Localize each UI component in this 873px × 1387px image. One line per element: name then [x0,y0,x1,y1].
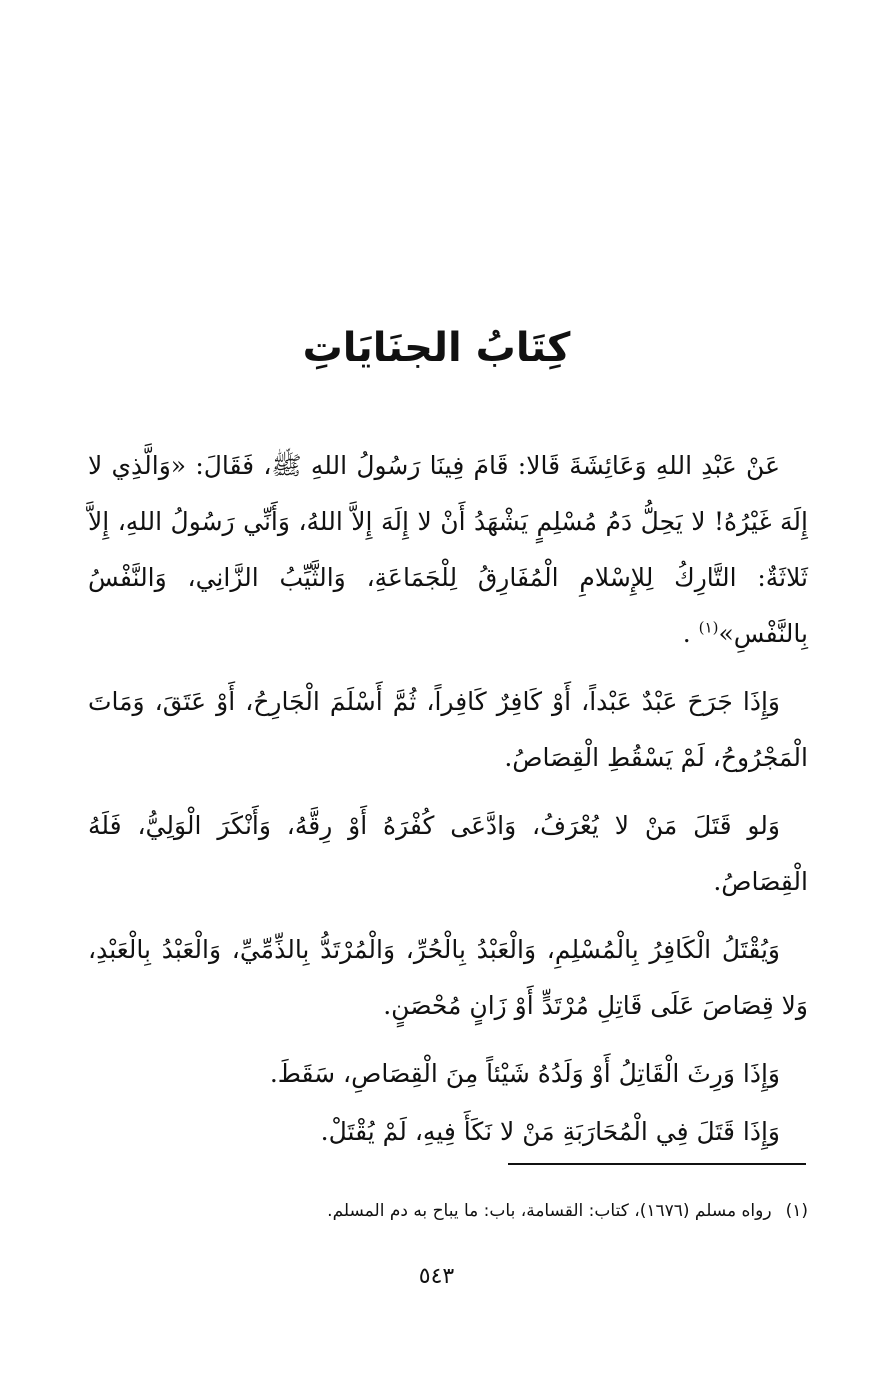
footnote-text: رواه مسلم (١٦٧٦)، كتاب: القسامة، باب: ما يباح به دم المسلم. [327,1201,772,1221]
footnote [88,1196,808,1226]
paragraph-end-punctuation: . [682,619,699,648]
paragraph: وَإِذَا جَرَحَ عَبْدٌ عَبْداً، أَوْ كَافِرٌ كَافِراً، ثُمَّ أَسْلَمَ الْجَارِحُ، أَوْ عَتَقَ، وَمَاتَ الْمَجْرُوحُ، لَمْ يَسْقُطِ الْقِصَاصُ. [88,687,808,772]
chapter-title: كِتَابُ الجنَايَاتِ [302,325,571,371]
footnote-reference: (١) [698,618,719,637]
paragraph-hadith [88,438,808,662]
page-number: ٥٤٣ [418,1264,455,1289]
paragraph-text: عَنْ عَبْدِ اللهِ وَعَائِشَةَ قَالا: قَامَ فِينَا رَسُولُ اللهِ ﷺ، فَقَالَ: «وَالَّذِي لا إِلَهَ غَيْرُهُ! لا يَحِلُّ دَمُ مُسْلِمٍ يَشْهَدُ أَنْ لا إِلَهَ إِلاَّ اللهُ، وَأَنِّي رَسُولُ اللهِ، إِلاَّ ثَلاثَةٌ: التَّارِكُ لِلإِسْلامِ الْمُفَارِقُ لِلْجَمَاعَةِ، وَالثَّيِّبُ الزَّانِي، وَالنَّفْسُ بِالنَّفْسِ» [88,451,808,648]
paragraph: وَإِذَا وَرِثَ الْقَاتِلُ أَوْ وَلَدُهُ شَيْئاً مِنَ الْقِصَاصِ، سَقَطَ. [269,1059,780,1088]
footnote-separator [508,1163,806,1165]
paragraph: وَلو قَتَلَ مَنْ لا يُعْرَفُ، وَادَّعَى كُفْرَهُ أَوْ رِقَّهُ، وَأَنْكَرَ الْوَلِيُّ، فَلَهُ الْقِصَاصُ. [88,811,808,896]
body-text [88,438,808,1162]
paragraph: وَيُقْتَلُ الْكَافِرُ بِالْمُسْلِمِ، وَالْعَبْدُ بِالْحُرِّ، وَالْمُرْتَدُّ بِالذِّمِّيِّ، وَالْعَبْدُ بِالْعَبْدِ، وَلا قِصَاصَ عَلَى قَاتِلِ مُرْتَدٍّ أَوْ زَانٍ مُحْصَنٍ. [88,935,808,1020]
paragraph: وَإِذَا قَتَلَ فِي الْمُحَارَبَةِ مَنْ لا نَكَأَ فِيهِ، لَمْ يُقْتَلْ. [320,1117,780,1146]
footnote-number: (١) [785,1201,808,1221]
